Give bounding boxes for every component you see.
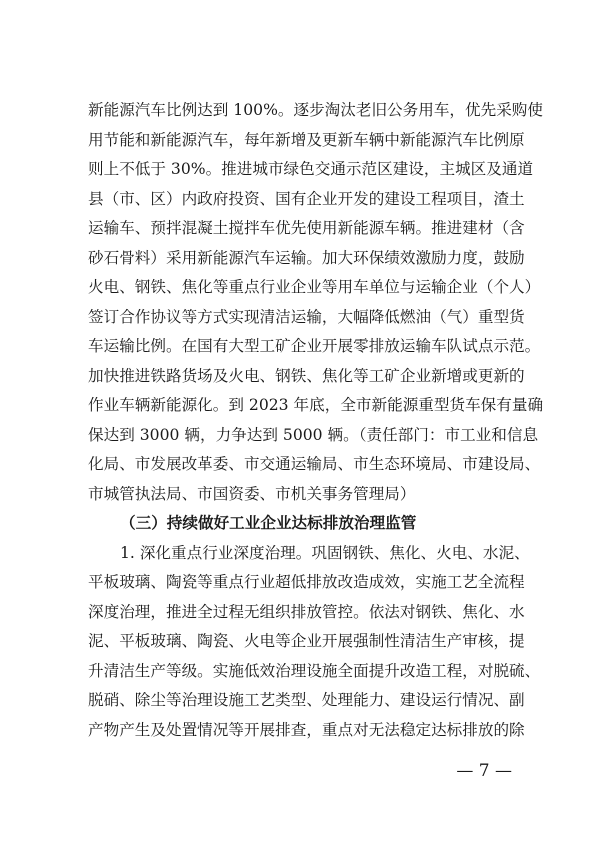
- body-line-12: 保达到 3000 辆，力争达到 5000 辆。（责任部门：市工业和信息: [88, 426, 539, 444]
- item-1-line-4: 泥、平板玻璃、陶瓷、火电等企业开展强制性清洁生产审核，提: [88, 632, 525, 650]
- item-1-line-5: 升清洁生产等级。实施低效治理设施全面提升改造工程，对脱硫、: [88, 662, 541, 680]
- body-line-7: 火电、钢铁、焦化等重点行业企业等用车单位与运输企业（个人）: [88, 278, 541, 296]
- section-heading: （三）持续做好工业企业达标排放治理监管: [120, 513, 417, 532]
- item-1-line-1: 1. 深化重点行业深度治理。巩固钢铁、焦化、火电、水泥、: [120, 544, 530, 562]
- body-line-8: 签订合作协议等方式实现清洁运输，大幅降低燃油（气）重型货: [88, 308, 525, 326]
- page-number: — 7 —: [456, 761, 512, 781]
- body-line-3: 则上不低于 30%。推进城市绿色交通示范区建设，主城区及通道: [88, 160, 534, 178]
- body-line-13: 化局、市发展改革委、市交通运输局、市生态环境局、市建设局、: [88, 455, 541, 473]
- item-1-line-3: 深度治理，推进全过程无组织排放管控。依法对钢铁、焦化、水: [88, 603, 525, 621]
- body-line-10: 加快推进铁路货场及火电、钢铁、焦化等工矿企业新增或更新的: [88, 367, 525, 385]
- body-line-2: 用节能和新能源汽车，每年新增及更新车辆中新能源汽车比例原: [88, 131, 525, 149]
- item-1-line-2: 平板玻璃、陶瓷等重点行业超低排放改造成效，实施工艺全流程: [88, 573, 525, 591]
- body-line-11: 作业车辆新能源化。到 2023 年底，全市新能源重型货车保有量确: [88, 396, 544, 414]
- item-1-line-6: 脱硝、除尘等治理设施工艺类型、处理能力、建设运行情况、副: [88, 691, 525, 709]
- body-line-4: 县（市、区）内政府投资、国有企业开发的建设工程项目，渣土: [88, 190, 525, 208]
- body-line-6: 砂石骨料）采用新能源汽车运输。加大环保绩效激励力度，鼓励: [88, 249, 525, 267]
- body-line-9: 车运输比例。在国有大型工矿企业开展零排放运输车队试点示范。: [88, 337, 541, 355]
- item-1-line-7: 产物产生及处置情况等开展排查，重点对无法稳定达标排放的除: [88, 721, 525, 739]
- body-line-1: 新能源汽车比例达到 100%。逐步淘汰老旧公务用车，优先采购使: [88, 101, 543, 119]
- body-line-14: 市城管执法局、市国资委、市机关事务管理局）: [88, 485, 416, 503]
- body-line-5: 运输车、预拌混凝土搅拌车优先使用新能源车辆。推进建材（含: [88, 219, 525, 237]
